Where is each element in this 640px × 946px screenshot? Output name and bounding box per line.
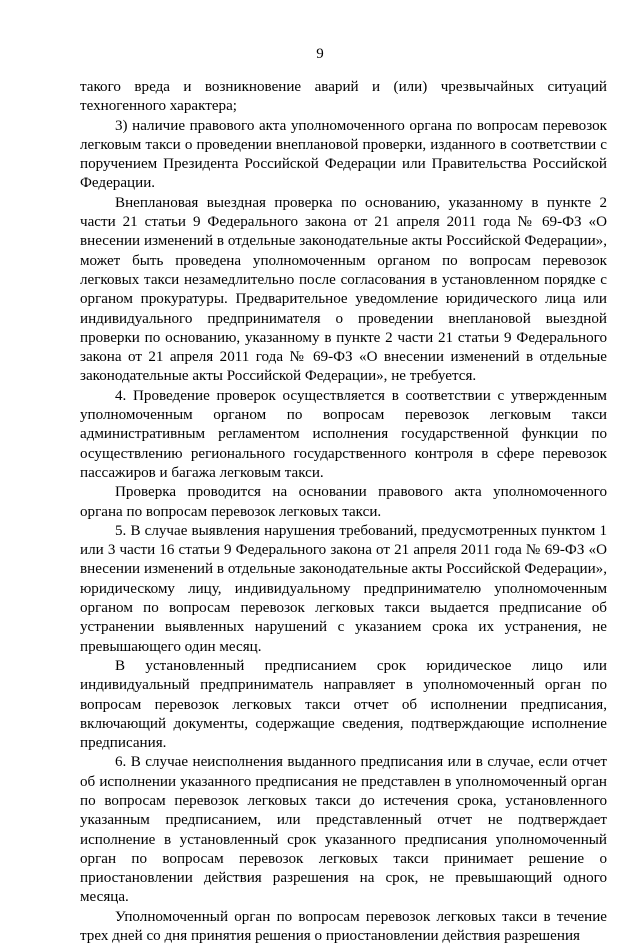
page-number: 9 <box>316 46 324 62</box>
paragraph-suspension-notice: Уполномоченный орган по вопросам перевозок легковых такси в течение трех дней со дня принятия решения о приостановлении действия разрешения <box>80 908 607 945</box>
paragraph-item-6: 6. В случае неисполнения выданного предписания или в случае, если отчет об исполнении указанного предписания не представлен в уполномоченный орган по вопросам перевозок легковых такси до истечения срока, установленного указанным предписанием, или представленный отчет не подтверждает исполнение в установленный срок указанного предписания уполномоченный орган по вопросам перевозок легковых такси принимает решение о приостановлении действия разрешения на срок, не превышающий одного месяца. <box>80 754 607 906</box>
paragraph-unscheduled-inspection: Внеплановая выездная проверка по основанию, указанному в пункте 2 части 21 статьи 9 Федерального закона от 21 апреля 2011 года № 69-ФЗ «О внесении изменений в отдельные законодательные акты Российской Федерации», может быть проведена уполномоченным органом по вопросам перевозок легковых такси незамедлительно после согласования в установленном порядке с органом прокуратуры. Предварительное уведомление юридического лица или индивидуального предпринимателя о проведении внеплановой выездной проверки по основанию, указанному в пункте 2 части 21 статьи 9 Федерального закона от 21 апреля 2011 года № 69-ФЗ «О внесении изменений в отдельные законодательные акты Российской Федерации», не требуется. <box>80 194 607 385</box>
paragraph-inspection-basis: Проверка проводится на основании правового акта уполномоченного органа по вопросам перевозок легковых такси. <box>80 484 607 520</box>
paragraph-continuation: такого вреда и возникновение аварий и (или) чрезвычайных ситуаций техногенного характера; <box>80 79 607 115</box>
paragraph-report-deadline: В установленный предписанием срок юридическое лицо или индивидуальный предприниматель направляет в уполномоченный орган по вопросам перевозок легковых такси отчет об исполнении предписания, включающий документы, содержащие сведения, подтверждающие исполнение предписания. <box>80 657 607 752</box>
paragraph-item-4: 4. Проведение проверок осуществляется в соответствии с утвержденным уполномоченным органом по вопросам перевозок легковым такси административным регламентом исполнения государственной функции по осуществлению регионального государственного контроля в сфере перевозок пассажиров и багажа легковым такси. <box>80 387 607 481</box>
paragraph-item-5: 5. В случае выявления нарушения требований, предусмотренных пунктом 1 или 3 части 16 статьи 9 Федерального закона от 21 апреля 2011 года № 69-ФЗ «О внесении изменений в отдельные законодательные акты Российской Федерации», юридическому лицу, индивидуальному предпринимателю уполномоченным органом по вопросам перевозок легковых такси выдается предписание об устранении выявленных нарушений с указанием срока их устранения, не превышающего один месяц. <box>80 522 607 655</box>
document-body <box>80 78 607 946</box>
paragraph-item-3: 3) наличие правового акта уполномоченного органа по вопросам перевозок легковым такси о проведении внеплановой проверки, изданного в соответствии с поручением Президента Российской Федерации или Правительства Российской Федерации. <box>80 117 607 192</box>
